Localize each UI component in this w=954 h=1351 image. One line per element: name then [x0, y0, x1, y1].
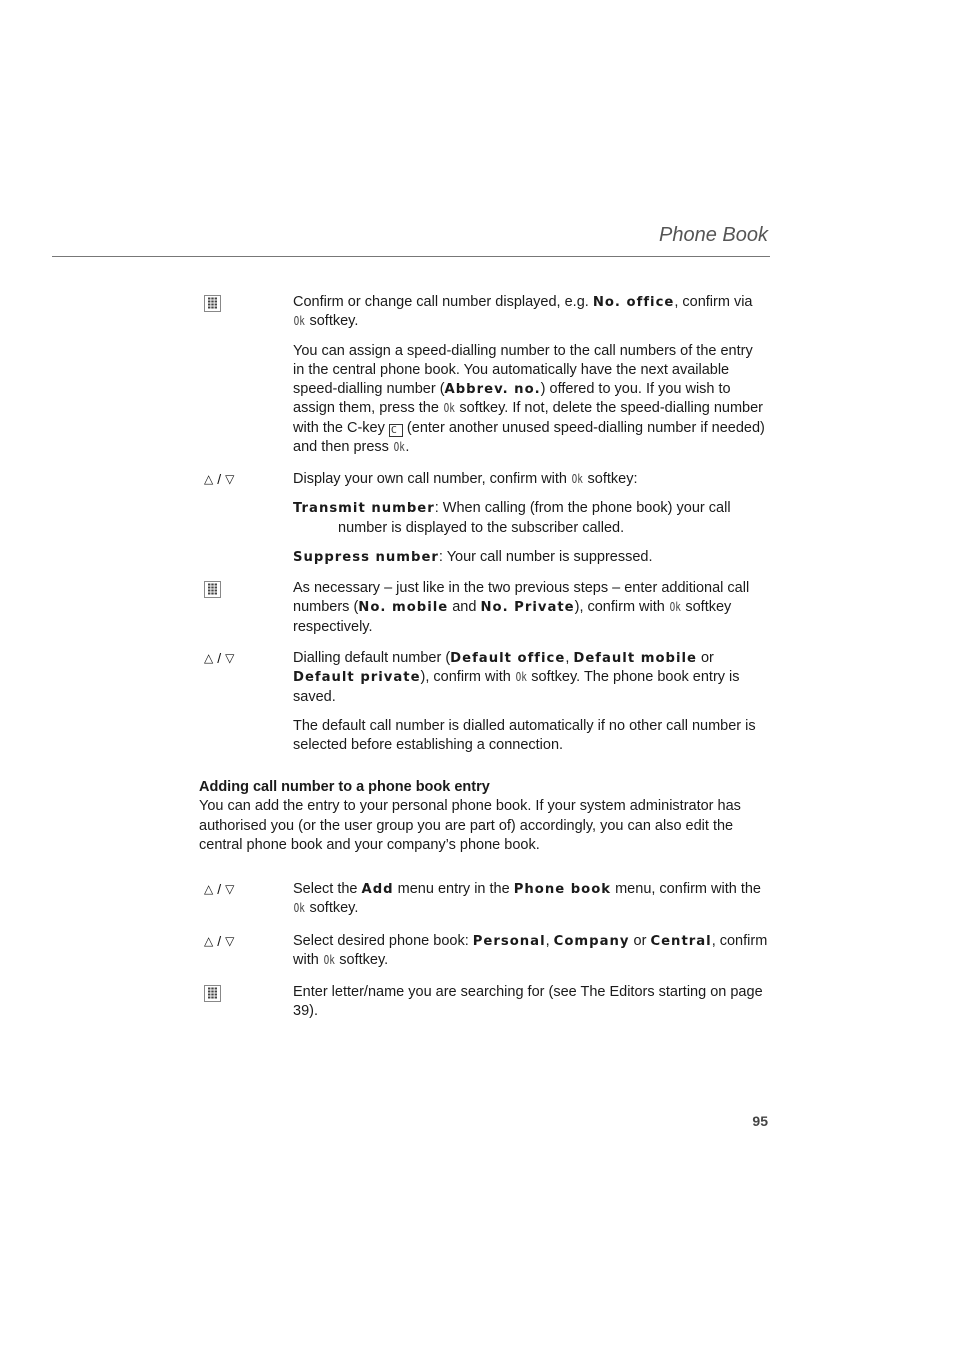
text-run: You can assign a speed-dialling number to the call numbers of the entry in the central phone book. You automatically have the next available speed-dialling number ( [293, 342, 753, 398]
step-paragraph [293, 293, 768, 332]
menu-term: Suppress number [293, 549, 439, 565]
text-run: Confirm or change call number displayed, e.g. [293, 294, 593, 310]
arrow-separator: / [217, 933, 222, 950]
up-arrow-icon: △ [204, 651, 214, 666]
text-run: Select desired phone book: [293, 933, 473, 949]
down-arrow-icon: ▽ [225, 472, 235, 487]
step-paragraph [293, 983, 768, 1022]
text-run: : Your call number is suppressed. [438, 548, 653, 565]
step-paragraph [293, 649, 768, 707]
text-run: ), confirm with [420, 669, 515, 686]
arrow-separator: / [217, 471, 222, 488]
text-run: softkey. [305, 900, 359, 917]
menu-term: Transmit number [293, 501, 435, 517]
text-run: menu entry in the [393, 881, 514, 897]
text-run: and [448, 599, 481, 616]
step-paragraph [293, 880, 768, 919]
keypad-icon [204, 983, 221, 1003]
section-body: You can add the entry to your personal phone book. If your system administrator has authorised you (or the user group you are part of) accordingly, you can also edit the central phone book and your company’s phone book. [199, 798, 741, 853]
navigation-arrows-icon [204, 649, 234, 669]
text-run: softkey. The phone book entry is saved. [293, 669, 740, 705]
step-text [293, 649, 768, 755]
step-paragraph [293, 548, 768, 567]
text-run: Dialling default number ( [293, 650, 451, 666]
menu-term: Company [553, 934, 630, 949]
ok-softkey-label: Ok [515, 670, 527, 685]
step-paragraph [293, 717, 768, 756]
ok-softkey-label: Ok [293, 901, 305, 916]
menu-term: Phone book [513, 882, 612, 897]
arrow-separator: / [217, 650, 222, 667]
step-paragraph [293, 579, 768, 637]
ok-softkey-label: Ok [293, 314, 305, 329]
down-arrow-icon: ▽ [225, 934, 235, 949]
text-run: As necessary – just like in the two previous steps – enter additional call numbers ( [293, 580, 750, 616]
step-paragraph [293, 470, 768, 489]
step-text [293, 470, 768, 567]
navigation-arrows-icon [204, 932, 234, 952]
navigation-arrows-icon [204, 470, 234, 490]
text-run: : When calling (from the phone book) your call number is displayed to the subscriber called. [338, 500, 731, 536]
text-run: , [565, 650, 574, 666]
text-run: softkey respectively. [293, 599, 732, 635]
text-run: softkey. If not, delete the speed-dialling number with the C-key [293, 400, 764, 436]
text-run: ) offered to you. If you wish to assign them, press the [293, 381, 731, 417]
step-paragraph [293, 932, 768, 971]
running-header: Phone Book [659, 224, 768, 246]
menu-term: No. office [592, 295, 675, 310]
ok-softkey-label: Ok [571, 472, 583, 486]
text-run: Select the [293, 881, 362, 897]
step-text [293, 983, 768, 1022]
menu-term: No. mobile [358, 600, 449, 616]
text-run: Enter letter/name you are searching for (see The Editors starting on page 39). [293, 984, 763, 1020]
keypad-icon [204, 293, 221, 313]
menu-term: Default office [450, 651, 566, 666]
menu-term: Abbrev. no. [444, 382, 541, 398]
step-text [293, 932, 768, 971]
text-run: softkey: [583, 471, 638, 487]
c-key-icon: C [389, 424, 403, 437]
text-run: or [629, 933, 651, 949]
ok-softkey-label: Ok [393, 440, 405, 455]
step-text [293, 293, 768, 457]
menu-term: Add [361, 882, 394, 897]
navigation-arrows-icon [204, 880, 234, 900]
text-run: softkey. [335, 952, 389, 969]
menu-term: No. Private [480, 600, 575, 616]
text-run: (enter another unused speed-dialling number if needed) and then press [293, 419, 765, 456]
keypad-icon [204, 579, 221, 599]
text-run: menu, confirm with the [611, 881, 761, 897]
step-paragraph [293, 342, 768, 458]
menu-term: Personal [472, 934, 546, 949]
up-arrow-icon: △ [204, 882, 214, 897]
ok-softkey-label: Ok [443, 401, 455, 416]
section-add-call-number [199, 778, 769, 855]
section-title: Adding call number to a phone book entry [199, 779, 490, 795]
up-arrow-icon: △ [204, 472, 214, 487]
page-number: 95 [752, 1113, 768, 1129]
text-run: softkey. [305, 313, 359, 330]
step-paragraph [293, 499, 768, 538]
ok-softkey-label: Ok [323, 953, 335, 968]
menu-term: Central [650, 934, 712, 949]
menu-term: Default mobile [573, 651, 697, 666]
text-run: The default call number is dialled automatically if no other call number is selected before establishing a connection. [293, 717, 756, 754]
text-run: . [405, 439, 410, 456]
text-run: or [696, 650, 714, 666]
header-rule [52, 256, 770, 257]
ok-softkey-label: Ok [669, 600, 681, 615]
down-arrow-icon: ▽ [225, 651, 235, 666]
text-run: , confirm with [293, 933, 768, 969]
step-text [293, 880, 768, 919]
text-run: , confirm via [674, 294, 753, 310]
step-text [293, 579, 768, 637]
arrow-separator: / [217, 881, 222, 898]
menu-term: Default private [293, 670, 421, 686]
text-run: , [545, 933, 554, 949]
up-arrow-icon: △ [204, 934, 214, 949]
text-run: ), confirm with [574, 599, 669, 616]
text-run: Display your own call number, confirm with [293, 471, 572, 487]
down-arrow-icon: ▽ [225, 882, 235, 897]
